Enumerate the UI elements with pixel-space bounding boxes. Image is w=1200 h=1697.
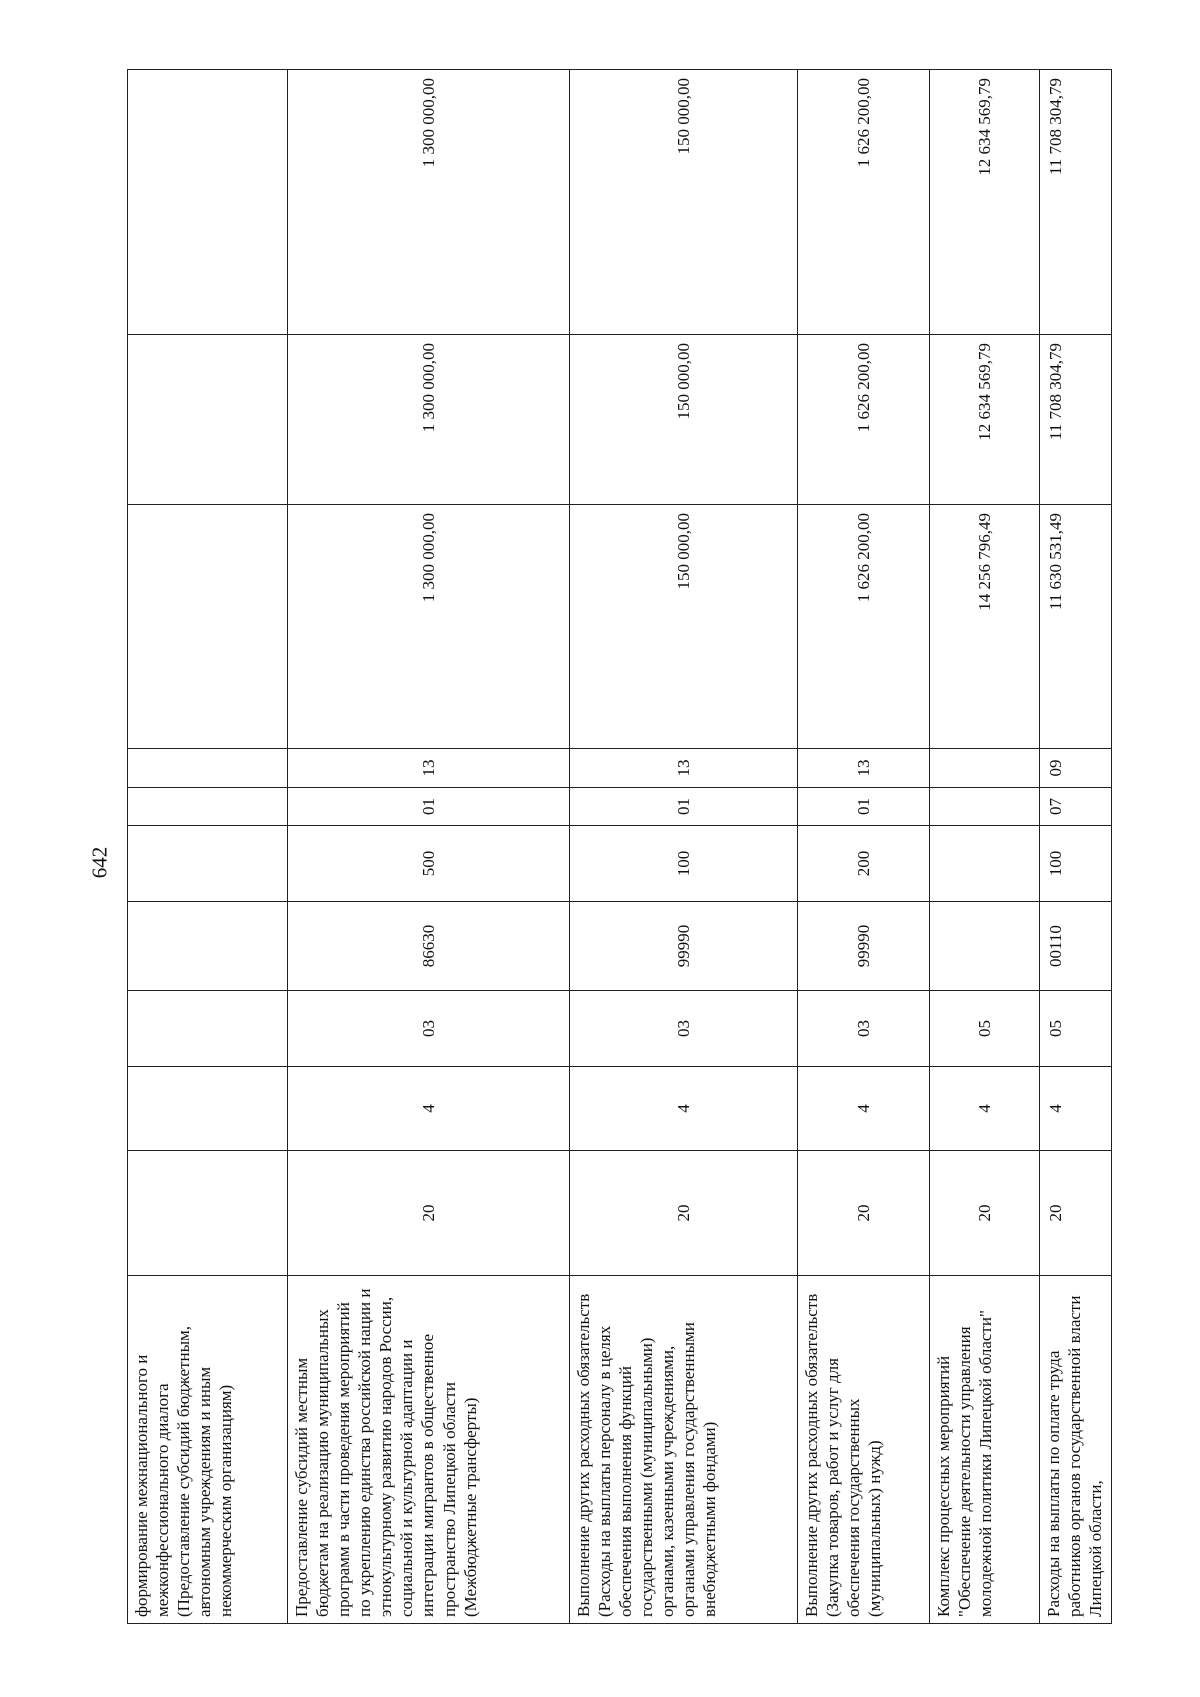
cell-subprogram-code: 03 [288,991,570,1067]
cell-amount-year3: 12 634 569,79 [930,70,1040,335]
table-row [930,70,1040,1624]
cell-section: 01 [288,788,570,826]
cell-expense-type [128,826,288,902]
cell-direction-code: 99990 [570,902,798,991]
cell-expense-type: 200 [798,826,930,902]
row-description: формирование межнационального и межконфессионального диалога (Предоставление субсидий бюджетным, автономным учреждениям и иным некоммерческим организациям) [128,1276,288,1624]
row-description: Выполнение других расходных обязательств (Расходы на выплаты персоналу в целях обеспечения выполнения функций государственными (муниципальными) органами, казенными учреждениями, органами управления государственными внебюджетными фондами) [570,1276,798,1624]
cell-admin-code: 20 [930,1151,1040,1276]
cell-admin-code [128,1151,288,1276]
cell-section: 07 [1040,788,1112,826]
cell-direction-code [930,902,1040,991]
cell-subprogram-code: 05 [1040,991,1112,1067]
cell-section: 01 [798,788,930,826]
table-row [1040,70,1112,1624]
cell-subprogram-code: 05 [930,991,1040,1067]
rotated-table-wrapper [127,70,1106,1624]
cell-subsection: 13 [570,749,798,788]
cell-amount-year3: 150 000,00 [570,70,798,335]
cell-amount-year2: 150 000,00 [570,335,798,505]
cell-program-code: 4 [570,1067,798,1151]
cell-direction-code [128,902,288,991]
page-number: 642 [87,846,112,879]
cell-program-code [128,1067,288,1151]
cell-amount-year2: 1 300 000,00 [288,335,570,505]
cell-expense-type [930,826,1040,902]
cell-subprogram-code [128,991,288,1067]
row-description: Предоставление субсидий местным бюджетам на реализацию муниципальных программ в части проведения мероприятий по укреплению единства российской нации и этнокультурному развитию народов России, социальной и культурной адаптации и интеграции мигрантов в общественное пространство Липецкой области (Межбюджетные трансферты) [288,1276,570,1624]
cell-subsection: 13 [288,749,570,788]
cell-amount-year2: 12 634 569,79 [930,335,1040,505]
cell-amount-year3: 1 300 000,00 [288,70,570,335]
row-description: Комплекс процессных мероприятий "Обеспечение деятельности управления молодежной политики Липецкой области" [930,1276,1040,1624]
cell-section: 01 [570,788,798,826]
cell-amount-year1: 1 300 000,00 [288,505,570,749]
cell-admin-code: 20 [1040,1151,1112,1276]
cell-program-code: 4 [930,1067,1040,1151]
cell-amount-year3: 11 708 304,79 [1040,70,1112,335]
cell-amount-year1: 150 000,00 [570,505,798,749]
table-row [288,70,570,1624]
cell-amount-year3: 1 626 200,00 [798,70,930,335]
cell-admin-code: 20 [288,1151,570,1276]
cell-program-code: 4 [798,1067,930,1151]
table-row [128,70,288,1624]
cell-direction-code: 99990 [798,902,930,991]
cell-amount-year2: 1 626 200,00 [798,335,930,505]
cell-amount-year1: 11 630 531,49 [1040,505,1112,749]
table-row [798,70,930,1624]
cell-admin-code: 20 [570,1151,798,1276]
cell-subprogram-code: 03 [570,991,798,1067]
cell-expense-type: 100 [1040,826,1112,902]
cell-amount-year2: 11 708 304,79 [1040,335,1112,505]
cell-direction-code: 86630 [288,902,570,991]
cell-amount-year1: 1 626 200,00 [798,505,930,749]
cell-expense-type: 500 [288,826,570,902]
row-description: Расходы на выплаты по оплате труда работников органов государственной власти Липецкой области, [1040,1276,1112,1624]
cell-expense-type: 100 [570,826,798,902]
cell-amount-year2 [128,335,288,505]
budget-table [127,69,1112,1624]
cell-admin-code: 20 [798,1151,930,1276]
row-description: Выполнение других расходных обязательств (Закупка товаров, работ и услуг для обеспечения государственных (муниципальных) нужд) [798,1276,930,1624]
cell-subprogram-code: 03 [798,991,930,1067]
cell-subsection: 09 [1040,749,1112,788]
cell-program-code: 4 [288,1067,570,1151]
cell-amount-year3 [128,70,288,335]
cell-subsection: 13 [798,749,930,788]
table-row [570,70,798,1624]
cell-program-code: 4 [1040,1067,1112,1151]
cell-amount-year1 [128,505,288,749]
cell-direction-code: 00110 [1040,902,1112,991]
cell-amount-year1: 14 256 796,49 [930,505,1040,749]
cell-section [930,788,1040,826]
cell-section [128,788,288,826]
cell-subsection [930,749,1040,788]
cell-subsection [128,749,288,788]
